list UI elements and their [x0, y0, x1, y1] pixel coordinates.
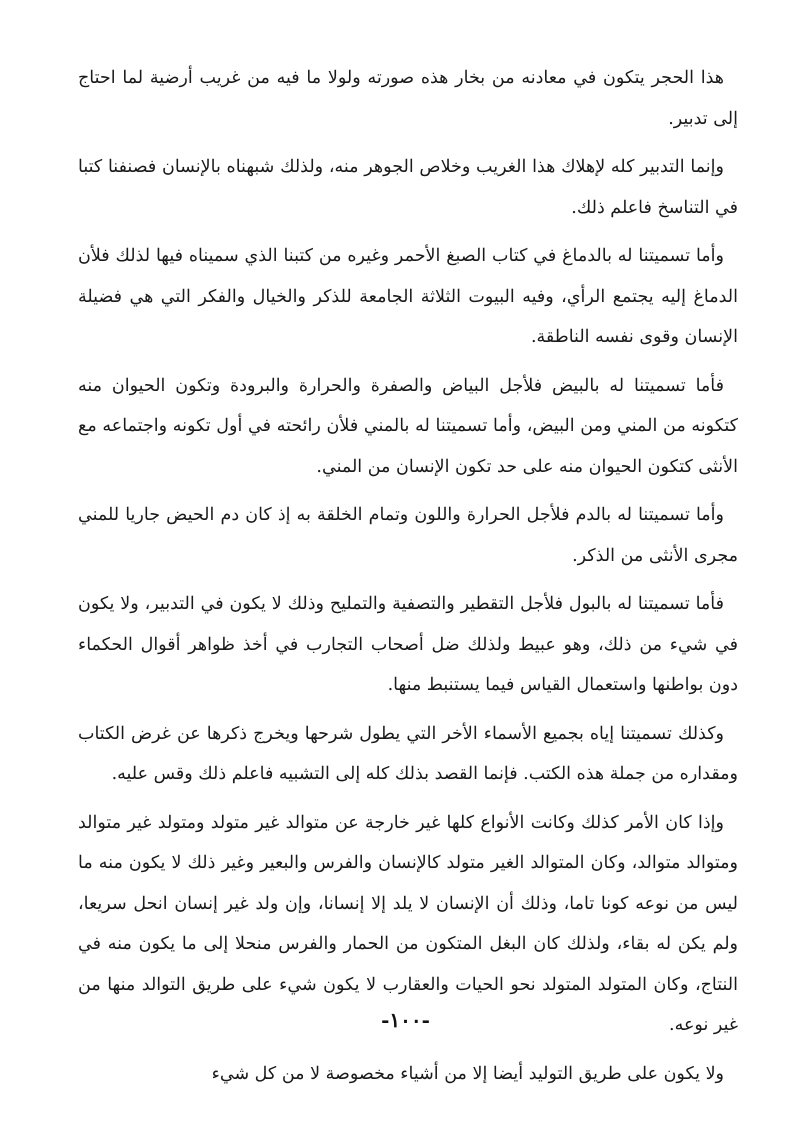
paragraph-8: وإذا كان الأمر كذلك وكانت الأنواع كلها غير خارجة عن متوالد غير متولد ومتولد غير متوالد ومتوالد متوالد، وكان المتوالد الغير متولد كالإنسان والفرس والبعير وغير ذلك لا يكون منه ما ليس من نوعه كونا تاما، وذلك أن الإنسان لا يلد إلا إنسانا، وإن ولد غير إنسان انحل سريعا، ولم يكن له بقاء، ولذلك كان البغل المتكون من الحمار والفرس منحلا إلى ما يكون منه في النتاج، وكان المتولد المتولد نحو الحيات والعقارب لا يكون شيء على طريق التوالد منها من غير نوعه.: [78, 812, 738, 1035]
paragraph-5: وأما تسميتنا له بالدم فلأجل الحرارة واللون وتمام الخلقة به إذ كان دم الحيض جاريا للمني مجرى الأنثى من الذكر.: [78, 505, 738, 566]
page-content: [78, 58, 738, 1084]
paragraph-7: وكذلك تسميتنا إياه بجميع الأسماء الأخر التي يطول شرحها ويخرج ذكرها عن غرض الكتاب ومقداره من جملة هذه الكتب. فإنما القصد بذلك كله إلى التشبيه فاعلم ذلك وقس عليه.: [78, 723, 738, 784]
paragraph-1: هذا الحجر يتكون في معادنه من بخار هذه صورته ولولا ما فيه من غريب أرضية لما احتاج إلى تدبير.: [78, 68, 738, 129]
paragraph-4: فأما تسميتنا له بالبيض فلأجل البياض والصفرة والحرارة والبرودة وتكون الحيوان منه كتكونه من المني ومن البيض، وأما تسميتنا له بالمني فلأن رائحته في أول تكونه واجتماعه مع الأنثى كتكون الحيوان منه على حد تكون الإنسان من المني.: [78, 375, 738, 477]
paragraph-2: وإنما التدبير كله لإهلاك هذا الغريب وخلاص الجوهر منه، ولذلك شبهناه بالإنسان فصنفنا كتبا في التناسخ فاعلم ذلك.: [78, 157, 738, 218]
page-number: -١٠٠-: [381, 1008, 430, 1032]
paragraph-9: ولا يكون على طريق التوليد أيضا إلا من أشياء مخصوصة لا من كل شيء: [211, 1063, 724, 1084]
paragraph-6: فأما تسميتنا له بالبول فلأجل التقطير والتصفية والتمليح وذلك لا يكون في التدبير، ولا يكون في شيء من ذلك، وهو عبيط ولذلك ضل أصحاب التجارب في أخذ ظواهر أقوال الحكماء دون بواطنها واستعمال القياس فيما يستنبط منها.: [78, 594, 738, 695]
paragraph-3: وأما تسميتنا له بالدماغ في كتاب الصبغ الأحمر وغيره من كتبنا الذي سميناه فيها لذلك فلأن الدماغ إليه يجتمع الرأي، وفيه البيوت الثلاثة الجامعة للذكر والخيال والفكر التي هي فضيلة الإنسان وقوى نفسه الناطقة.: [78, 246, 738, 347]
